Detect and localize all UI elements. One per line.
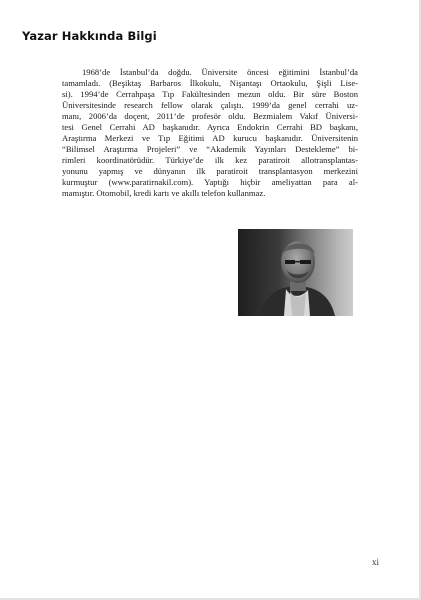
bio-line: kurmuştur (www.paratirnakil.com). Yaptığı hiçbir ameliyattan para al- (62, 177, 358, 187)
author-bio (62, 67, 358, 199)
bio-line: rimleri koordinatörüdür. Türkiye’de ilk kez paratiroit allotransplantas- (62, 155, 358, 165)
bio-line: si). 1994’de Cerrahpaşa Tıp Fakültesinden mezun oldu. Bir süre Boston (62, 89, 358, 99)
bio-line: Araştırma Merkezi ve Tıp Eğitimi AD kurucu başkanıdır. Üniversitenin (62, 133, 358, 143)
bio-line: 1968’de İstanbul’da doğdu. Üniversite öncesi eğitimini İstanbul’da (82, 67, 358, 77)
section-heading: Yazar Hakkında Bilgi (22, 29, 157, 43)
bio-line: mamıştır. Otomobil, kredi kartı ve akıllı telefon kullanmaz. (62, 188, 266, 198)
bio-line: tesi Genel Cerrahi AD başkanıdır. Ayrıca Endokrin Cerrahi BD başkanı, (62, 122, 358, 132)
page-number: xi (372, 557, 380, 567)
bio-line: manı, 2006’da doçent, 2011’de profesör oldu. Bezmialem Vakıf Üniversi- (62, 111, 358, 121)
bio-line: tamamladı. (Beşiktaş Barbaros İlkokulu, Nişantaşı Ortaokulu, Şişli Lise- (62, 78, 358, 88)
bio-line: “Bilimsel Araştırma Projeleri” ve “Akademik Yayınları Destekleme” bi- (62, 144, 358, 154)
bio-line: yonunu yapmış ve dünyanın ilk paratiroit transplantasyon merkezini (62, 166, 358, 176)
bio-line: Üniversitesinde research fellow olarak çalıştı. 1999’da genel cerrahi uz- (62, 100, 358, 110)
author-portrait-illustration (238, 229, 353, 316)
author-photo (238, 229, 353, 316)
